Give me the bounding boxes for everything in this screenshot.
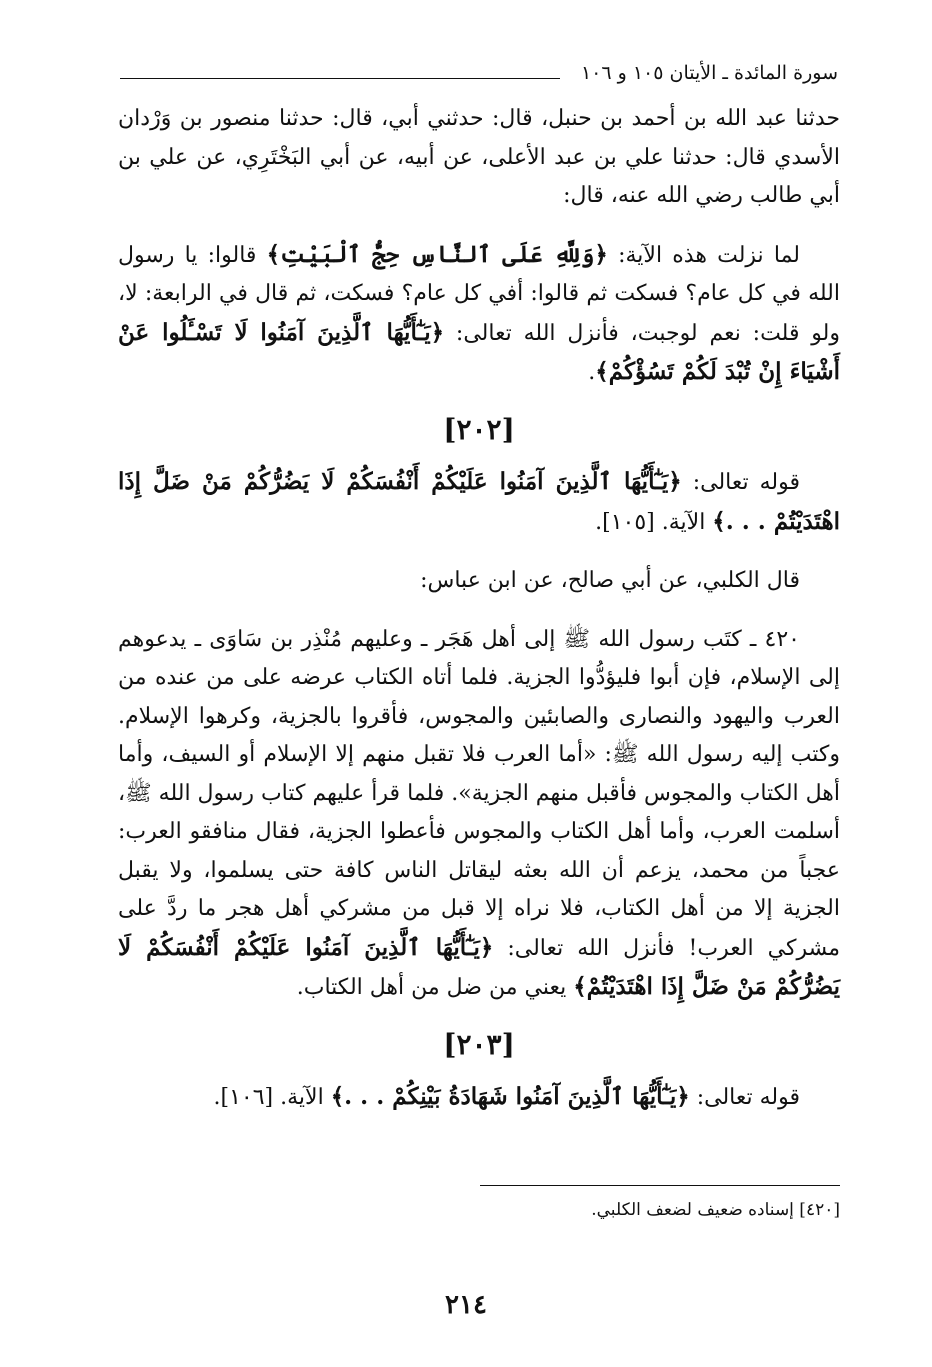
main-text (118, 100, 840, 1118)
page-number: ٢١٤ (445, 1290, 487, 1320)
verse-ref-106: الآية. [١٠٦]. (213, 1085, 331, 1110)
hadith-text-2: قالوا: يا رسول الله في كل عام؟ فسكت ثم قالوا: أفي كل عام؟ فسكت، ثم قال في الرابعة: لا، ولو قلت: نعم لوجبت، فأنزل الله تعالى: (118, 242, 840, 346)
hadith-text-3: . (588, 360, 596, 385)
section-number-203: [٢٠٣] (443, 1027, 515, 1061)
running-title: سورة المائدة ـ الأيتان ١٠٥ و ١٠٦ (580, 62, 838, 84)
verse-intro: قوله تعالى: (681, 470, 800, 495)
running-header (120, 56, 838, 90)
quran-verse-106: ﴿يَـٰٓأَيُّهَا ٱلَّذِينَ آمَنُوا شَهَادَةُ بَيْنِكُمْ . . .﴾ (330, 1083, 690, 1110)
header-rule (120, 78, 560, 79)
verse-heading-105 (118, 463, 840, 542)
quran-verse-105: ﴿يَـٰٓأَيُّهَا ٱلَّذِينَ آمَنُوا عَلَيْكُمْ أَنْفُسَكُمْ لَا يَضُرُّكُمْ مَنْ ضَلَّ إِذَا اهْتَدَيْتُمْ . . .﴾ (118, 468, 840, 535)
verse-intro-106: قوله تعالى: (689, 1085, 800, 1110)
quran-verse-hajj: ﴿وَلِلَّهِ عَلَى ٱلنَّاسِ حِجُّ ٱلْبَيْتِ﴾ (266, 240, 608, 268)
section-number-202: [٢٠٢] (443, 412, 515, 446)
hadith-paragraph (118, 236, 840, 393)
footnote-rule (480, 1185, 840, 1186)
hadith-text-1: لما نزلت هذه الآية: (607, 242, 800, 268)
narration-420-ending: يعني من ضل من أهل الكتاب. (296, 975, 574, 1000)
narration-chain: قال الكلبي، عن أبي صالح، عن ابن عباس: (420, 568, 800, 593)
narration-420-text: ٤٢٠ ـ كتَب رسول الله ﷺ إلى أهل هَجَر ـ وعليهم مُنْذِر بن سَاوَى ـ يدعوهم إلى الإسلام، فإن أبوا فليؤدُّوا الجزية. فلما أتاه الكتاب عرضه على من عنده من العرب واليهود والنصارى والصابئين والمجوس، فأقروا بالجزية، وكرهوا الإسلام. وكتب إليه رسول الله ﷺ: «أما العرب فلا تقبل منهم إلا الإسلام أو السيف، وأما أهل الكتاب والمجوس فأقبل منهم الجزية». فلما قرأ عليهم كتاب رسول الله ﷺ، أسلمت العرب، وأما أهل الكتاب والمجوس فأعطوا الجزية، فقال منافقو العرب: عجباً من محمد، يزعم أن الله بعثه ليقاتل الناس كافة حتى يسلموا، ولا يقبل الجزية إلا من أهل الكتاب، فلا نراه إلا قبل من مشركي أهل هجر ما ردَّ على مشركي العرب! فأنزل الله تعالى: (118, 626, 840, 961)
verse-ref-105: الآية. [١٠٥]. (595, 509, 713, 535)
verse-heading-106 (118, 1078, 840, 1118)
footnote-420: [٤٢٠] إسناده ضعيف لضعف الكلبي. (591, 1200, 840, 1220)
isnad-paragraph: حدثنا عبد الله بن أحمد بن حنبل، قال: حدثني أبي، قال: حدثنا منصور بن وَرْدان الأسدي قال: حدثنا علي بن عبد الأعلى، عن أبيه، عن أبي البَخْتَرِي، عن علي بن أبي طالب رضي الله عنه، قال: (118, 106, 840, 208)
narration-420 (118, 621, 840, 1008)
quran-verse-105-repeat: ﴿يَـٰٓأَيُّهَا ٱلَّذِينَ آمَنُوا عَلَيْكُمْ أَنْفُسَكُمْ لَا يَضُرُّكُمْ مَنْ ضَلَّ إِذَا اهْتَدَيْتُمْ﴾ (118, 933, 840, 1000)
quran-verse-do-not-ask: ﴿يَـٰٓأَيُّهَا ٱلَّذِينَ آمَنُوا لَا تَسْـَٔلُوا عَنْ أَشْيَاءَ إِنْ تُبْدَ لَكُمْ تَسُؤْكُمْ﴾ (118, 318, 840, 385)
